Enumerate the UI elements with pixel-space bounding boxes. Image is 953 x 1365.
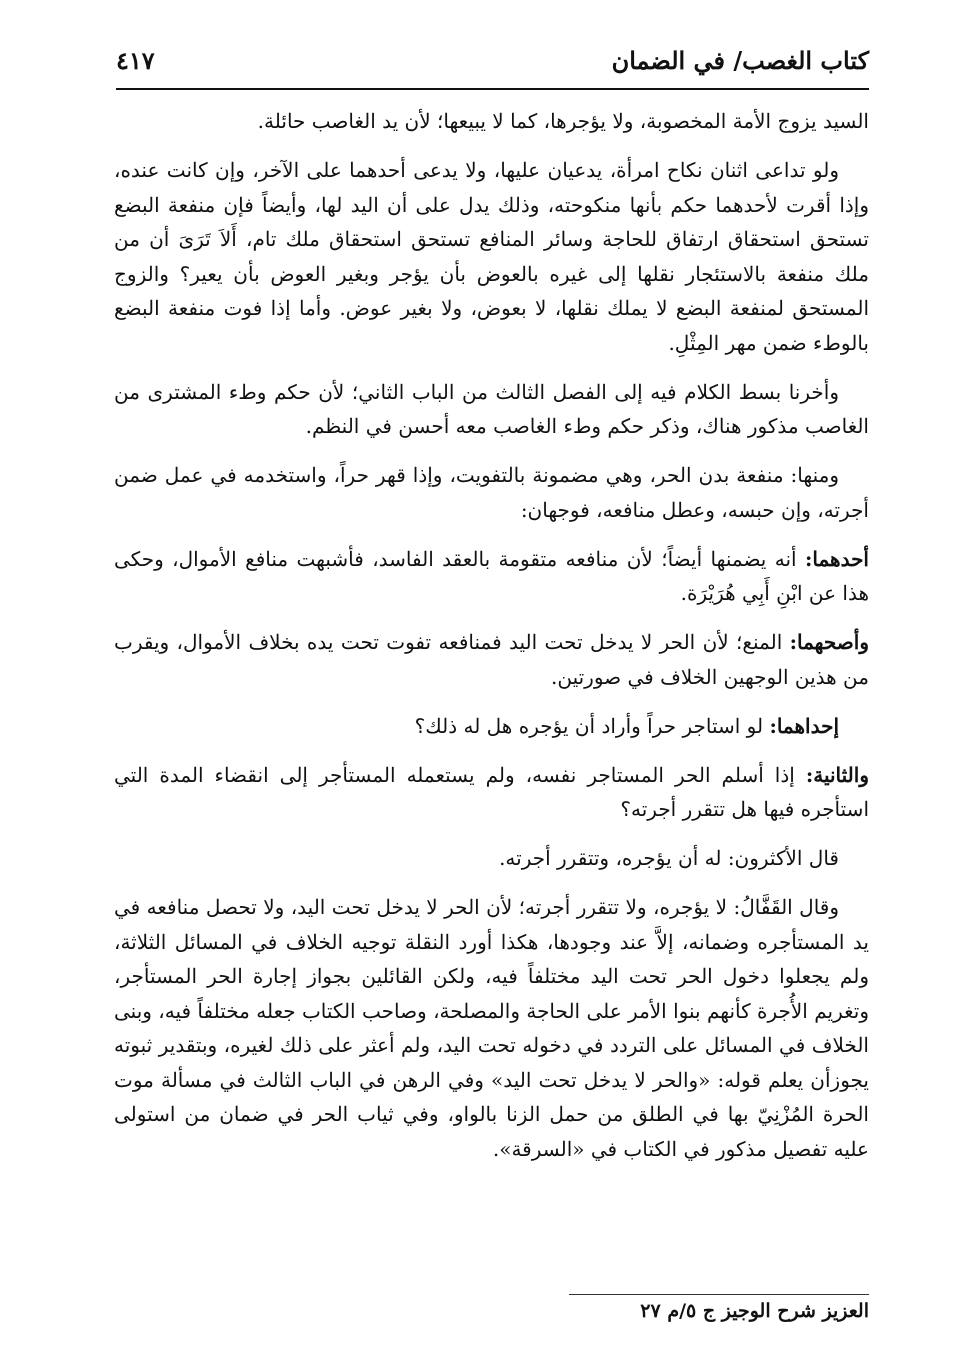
paragraph [114, 890, 869, 1166]
paragraph-text: ومنها: منفعة بدن الحر، وهي مضمونة بالتفويت، وإذا قهر حراً، واستخدمه في عمل ضمن أجرته، وإن حبسه، وعطل منافعه، فوجهان: [114, 463, 869, 522]
paragraph-text: أنه يضمنها أيضاً؛ لأن منافعه متقومة بالعقد الفاسد، فأشبهت منافع الأموال، وحكى هذا عن ابْنِ أَبِي هُرَيْرَة. [114, 546, 869, 605]
paragraph-text: ولو تداعى اثنان نكاح امرأة، يدعيان عليها، ولا يدعى أحدهما على الآخر، وإن كانت عنده، وإذا أقرت لأحدهما حكم بأنها منكوحته، وذلك يدل على أن اليد لها، وأيضاً فإن منفعة البضع تستحق استحقاق ارتفاق للحاجة وسائر المنافع تستحق استحقاق ملك تام، أَلاَ تَرَىَ أن من ملك منفعة بالاستئجار نقلها إلى غيره بالعوض بأن يؤجر وبغير العوض بأن يعير؟ والزوج المستحق لمنفعة البضع لا يملك نقلها، لا بعوض، ولا بغير عوض. وأما إذا فوت منفعة البضع بالوطء ضمن مهر المِثْلِ. [114, 158, 869, 355]
paragraph [114, 709, 869, 744]
paragraph [114, 375, 869, 444]
paragraph-lead: وأصحهما: [789, 630, 869, 654]
paragraph [114, 153, 869, 360]
paragraph [114, 758, 869, 827]
paragraph [114, 625, 869, 694]
paragraph-text: وقال القَفَّالُ: لا يؤجره، ولا تتقرر أجرته؛ لأن الحر لا يدخل تحت اليد، ولا تحصل منافعه في يد المستأجره وضمانه، إلاَّ عند وجودها، هكذا أورد النقلة توجيه الخلاف في المسائل الثلاثة، ولم يجعلوا دخول الحر تحت اليد مختلفاً فيه، ولكن القائلين بجواز إجارة الحر المستأجر، وتغريم الأُجرة كأنهم بنوا الأمر على الحاجة والمصلحة، وصاحب الكتاب جعله مختلفاً فيه، وبنى الخلاف في المسائل على التردد في دخوله تحت اليد، ولم أعثر على ذلك لغيره، وبتقدير ثبوته يجوزأن يعلم قوله: «والحر لا يدخل تحت اليد» وفي الرهن في الباب الثالث في مسألة موت الحرة المُزْنِيّ بها في الطلق من حمل الزنا بالواو، وفي ثياب الحر في ضمان من استولى عليه تفصيل مذكور في الكتاب في «السرقة». [113, 895, 869, 1161]
paragraph [114, 104, 869, 139]
paragraph-text: المنع؛ لأن الحر لا يدخل تحت اليد فمنافعه تفوت تحت يده بخلاف الأموال، ويقرب من هذين الوجهين الخلاف في صورتين. [114, 630, 869, 689]
paragraph [114, 458, 869, 527]
paragraph [114, 542, 869, 611]
paragraph-text: إذا أسلم الحر المستاجر نفسه، ولم يستعمله المستأجر إلى انقضاء المدة التي استأجره فيها هل تتقرر أجرته؟ [114, 762, 869, 821]
paragraph-lead: والثانية: [805, 762, 869, 787]
paragraph-lead: إحداهما: [769, 713, 839, 738]
running-title: كتاب الغصب/ في الضمان [611, 46, 869, 75]
paragraph-text: وأخرنا بسط الكلام فيه إلى الفصل الثالث من الباب الثاني؛ لأن حكم وطء المشترى من الغاصب مذكور هناك، وذكر حكم وطء الغاصب معه أحسن في النظم. [114, 379, 869, 438]
page-number: ٤١٧ [116, 46, 155, 75]
header-rule [116, 88, 869, 90]
paragraph-lead: أحدهما: [804, 546, 869, 571]
paragraph-text: لو استاجر حراً وأراد أن يؤجره هل له ذلك؟ [414, 713, 770, 738]
body-text [114, 104, 869, 1181]
paragraph-text: السيد يزوج الأمة المخصوبة، ولا يؤجرها، كما لا يبيعها؛ لأن يد الغاصب حائلة. [257, 109, 869, 133]
paragraph [114, 841, 869, 876]
page-header [116, 44, 869, 86]
page-footer: العزيز شرح الوجيز ج ٥/م ٢٧ [640, 1300, 869, 1322]
footer-rule [569, 1294, 869, 1295]
paragraph-text: قال الأكثرون: له أن يؤجره، وتتقرر أجرته. [499, 846, 839, 870]
